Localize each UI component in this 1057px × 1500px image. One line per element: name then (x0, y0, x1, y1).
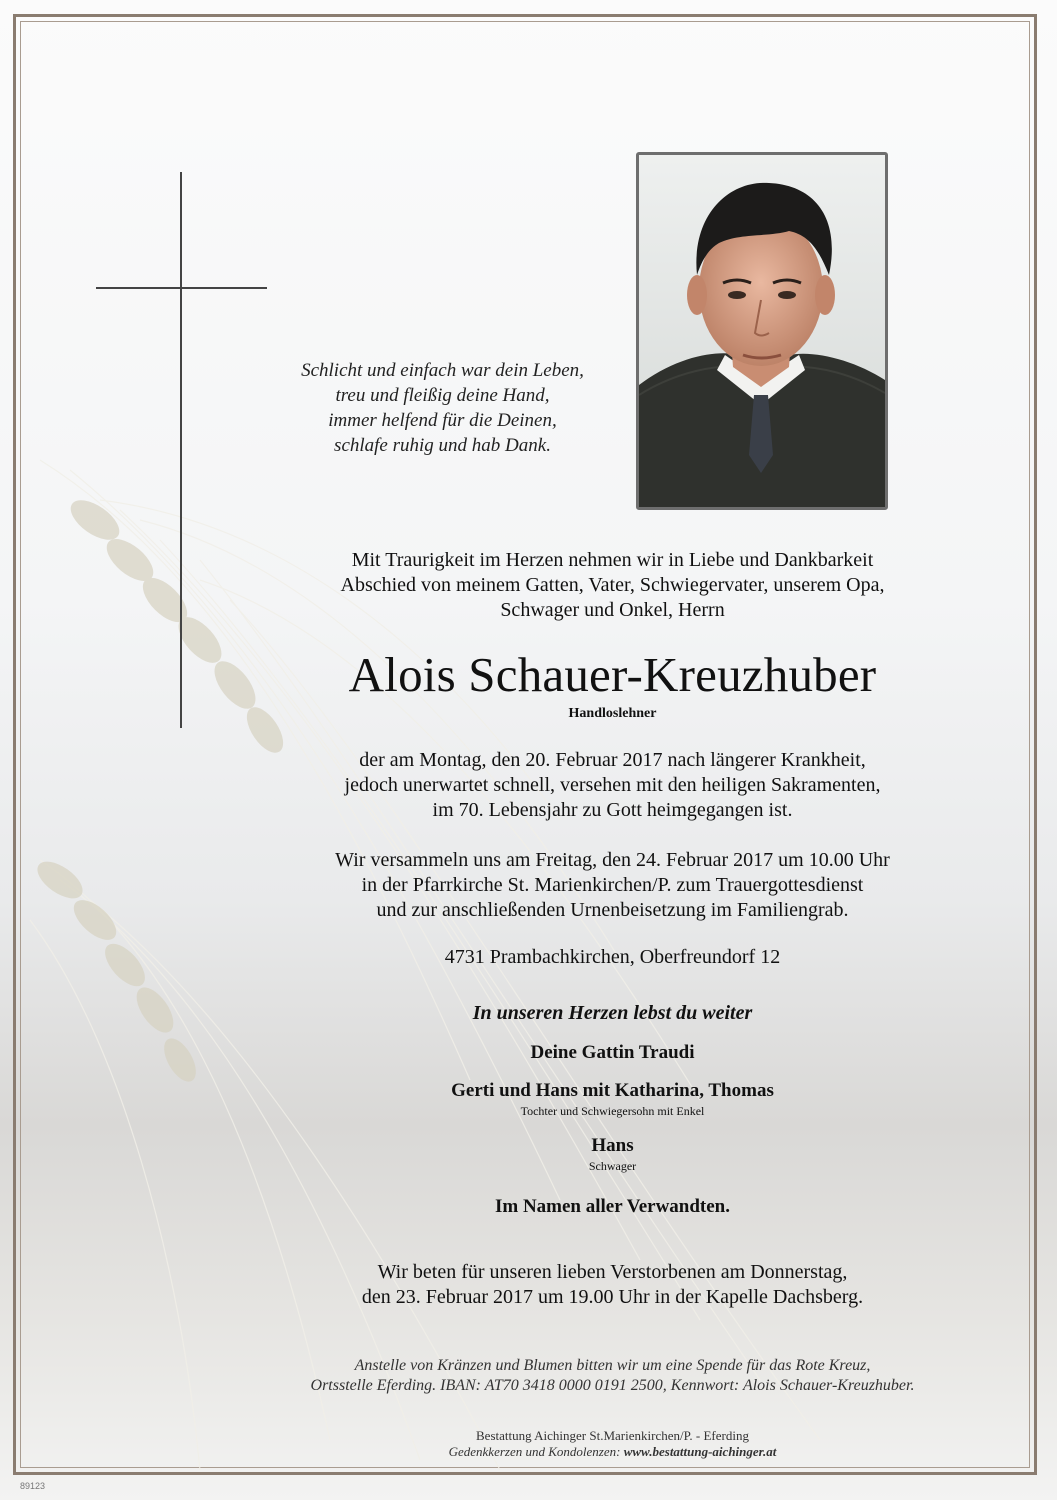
undertaker-footer (255, 1428, 970, 1460)
mourner-relation: Schwager (588, 1159, 637, 1173)
motto: In unseren Herzen lebst du weiter (472, 1002, 753, 1024)
cross-icon (180, 172, 182, 728)
donation-note (230, 1356, 995, 1396)
prayer-notice (255, 1260, 970, 1310)
website-link[interactable]: www.bestattung-aichinger.at (623, 1444, 777, 1459)
condolence-line (255, 1444, 970, 1460)
mourner-name: Hans (591, 1135, 634, 1156)
poem-line: treu und fleißig deine Hand, (335, 385, 550, 406)
funeral-details (255, 848, 970, 923)
relatives-line: Im Namen aller Verwandten. (494, 1196, 731, 1217)
poem-line: immer helfend für die Deinen, (328, 410, 557, 431)
prayer-line: Wir beten für unseren lieben Verstorbenen am Donnerstag, (377, 1261, 848, 1283)
condolence-label: Gedenkkerzen und Kondolenzen: (448, 1444, 621, 1459)
portrait-illustration (639, 155, 885, 507)
undertaker-name: Bestattung Aichinger St.Marienkirchen/P. - Eferding (476, 1428, 749, 1443)
funeral-line: Wir versammeln uns am Freitag, den 24. Februar 2017 um 10.00 Uhr (335, 849, 890, 871)
poem-line: schlafe ruhig und hab Dank. (334, 435, 551, 456)
print-code: 89123 (20, 1481, 46, 1491)
death-notice (255, 748, 970, 823)
intro-line: Abschied von meinem Gatten, Vater, Schwiegervater, unserem Opa, (340, 574, 885, 596)
poem-line: Schlicht und einfach war dein Leben, (301, 360, 584, 381)
death-notice-line: im 70. Lebensjahr zu Gott heimgegangen ist. (432, 799, 793, 821)
funeral-line: in der Pfarrkirche St. Marienkirchen/P. zum Trauergottesdienst (361, 874, 864, 896)
death-notice-line: jedoch unerwartet schnell, versehen mit den heiligen Sakramenten, (344, 774, 881, 796)
donation-line: Ortsstelle Eferding. IBAN: AT70 3418 0000 0191 2500, Kennwort: Alois Schauer-Kreuzhuber. (310, 1377, 915, 1394)
portrait-photo (636, 152, 888, 510)
memorial-poem (270, 358, 615, 458)
cross-icon-bar (96, 287, 267, 289)
mourner-name: Gerti und Hans mit Katharina, Thomas (451, 1080, 774, 1101)
mourner-name: Deine Gattin Traudi (530, 1042, 695, 1063)
intro-line: Mit Traurigkeit im Herzen nehmen wir in Liebe und Dankbarkeit (351, 549, 874, 571)
deceased-nickname: Handloslehner (568, 706, 657, 721)
address: 4731 Prambachkirchen, Oberfreundorf 12 (444, 946, 781, 968)
mourner-relation: Tochter und Schwiegersohn mit Enkel (520, 1104, 705, 1118)
intro-line: Schwager und Onkel, Herrn (500, 599, 725, 621)
prayer-line: den 23. Februar 2017 um 19.00 Uhr in der Kapelle Dachsberg. (361, 1286, 864, 1308)
intro-text (255, 548, 970, 623)
death-notice-line: der am Montag, den 20. Februar 2017 nach längerer Krankheit, (359, 749, 866, 771)
deceased-name: Alois Schauer-Kreuzhuber (348, 647, 877, 702)
donation-line: Anstelle von Kränzen und Blumen bitten wir um eine Spende für das Rote Kreuz, (354, 1357, 871, 1374)
funeral-line: und zur anschließenden Urnenbeisetzung im Familiengrab. (376, 899, 849, 921)
